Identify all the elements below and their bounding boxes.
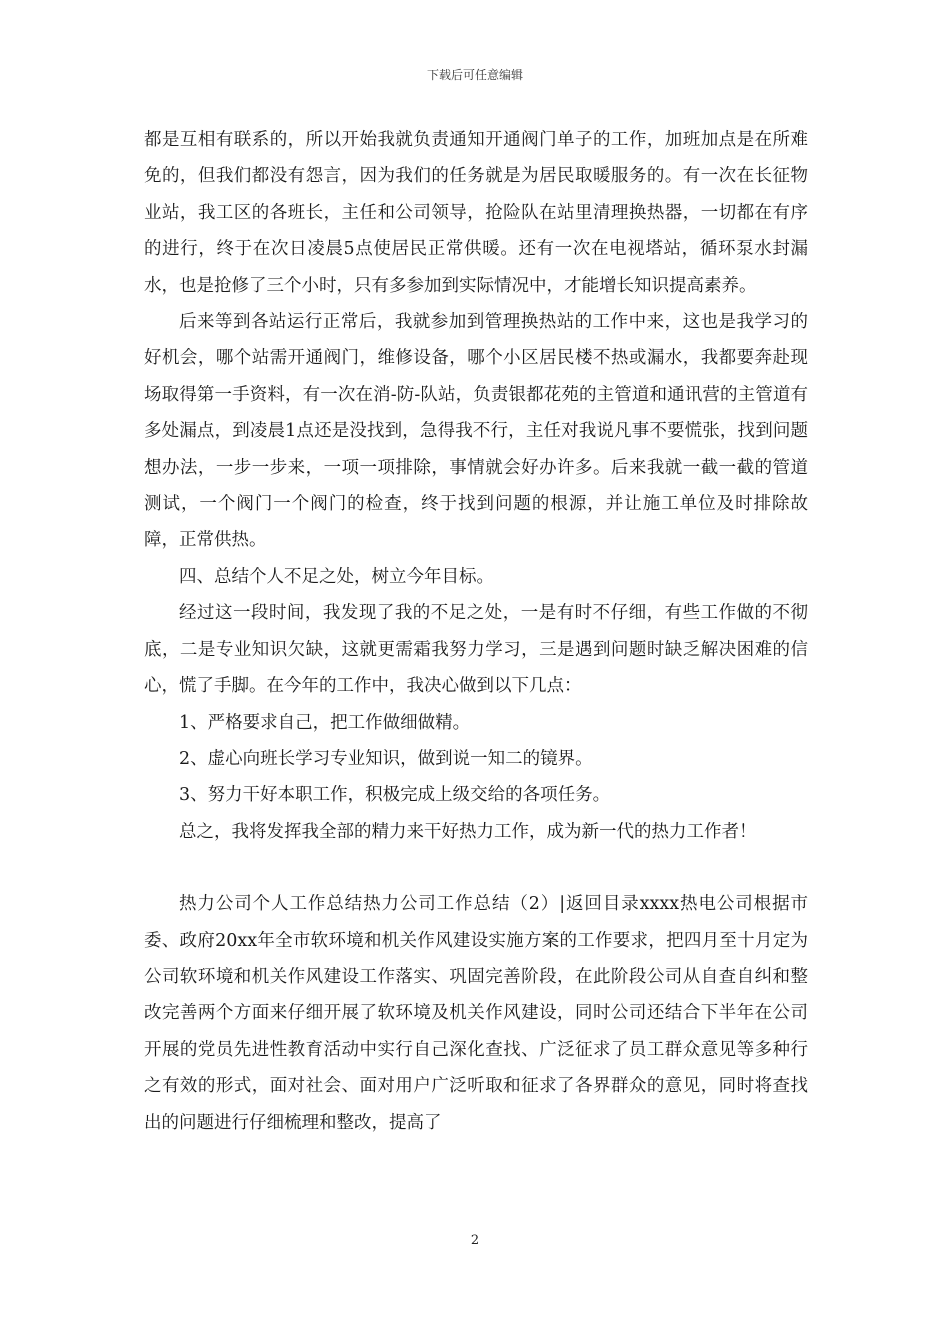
document-body — [144, 122, 808, 1141]
paragraph-continued-work: 都是互相有联系的，所以开始我就负责通知开通阀门单子的工作，加班加点是在所难免的，但我们都没有怨言，因为我们的任务就是为居民取暖服务的。有一次在长征物业站，我工区的各班长，主任和公司领导，抢险队在站里清理换热器，一切都在有序的进行，终于在次日凌晨5点使居民正常供暖。还有一次在电视塔站，循环泵水封漏水，也是抢修了三个小时，只有多参加到实际情况中，才能增长知识提高素养。 — [144, 130, 808, 296]
page-header: 下载后可任意编辑 — [426, 68, 523, 82]
section-heading-shortcomings: 四、总结个人不足之处，树立今年目标。 — [179, 566, 494, 587]
list-item-1: 1、严格要求自己，把工作做细做精。 — [179, 712, 471, 733]
paragraph-conclusion: 总之，我将发挥我全部的精力来干好热力工作，成为新一代的热力工作者！ — [179, 821, 757, 842]
list-item-2: 2、虚心向班长学习专业知识，做到说一知二的镜界。 — [179, 748, 593, 769]
paragraph-gap — [144, 850, 808, 886]
page-number: 2 — [470, 1233, 480, 1248]
paragraph-station-management: 后来等到各站运行正常后，我就参加到管理换热站的工作中来，这也是我学习的好机会，哪个站需开通阀门，维修设备，哪个小区居民楼不热或漏水，我都要奔赴现场取得第一手资料，有一次在消-防-队站，负责银都花苑的主管道和通讯营的主管道有多处漏点，到凌晨1点还是没找到，急得我不行，主任对我说凡事不要慌张，找到问题想办法，一步一步来，一项一项排除，事情就会好办许多。后来我就一截一截的管道测试，一个阀门一个阀门的检查，终于找到问题的根源，并让施工单位及时排除故障，正常供热。 — [144, 312, 808, 551]
list-item-3: 3、努力干好本职工作，积极完成上级交给的各项任务。 — [179, 785, 611, 806]
paragraph-company-summary: 热力公司个人工作总结热力公司工作总结（2）|返回目录xxxx热电公司根据市委、政府20xx年全市软环境和机关作风建设实施方案的工作要求，把四月至十月定为公司软环境和机关作风建设工作落实、巩固完善阶段，在此阶段公司从自查自纠和整改完善两个方面来仔细开展了软环境及机关作风建设，同时公司还结合下半年在公司开展的党员先进性教育活动中实行自己深化查找、广泛征求了员工群众意见等多种行之有效的形式，面对社会、面对用户广泛听取和征求了各界群众的意见，同时将查找出的问题进行仔细梳理和整改，提高了 — [144, 894, 808, 1133]
paragraph-shortcomings: 经过这一段时间，我发现了我的不足之处，一是有时不仔细，有些工作做的不彻底，二是专业知识欠缺，这就更需霜我努力学习，三是遇到问题时缺乏解决困难的信心，慌了手脚。在今年的工作中，我决心做到以下几点： — [144, 603, 808, 697]
